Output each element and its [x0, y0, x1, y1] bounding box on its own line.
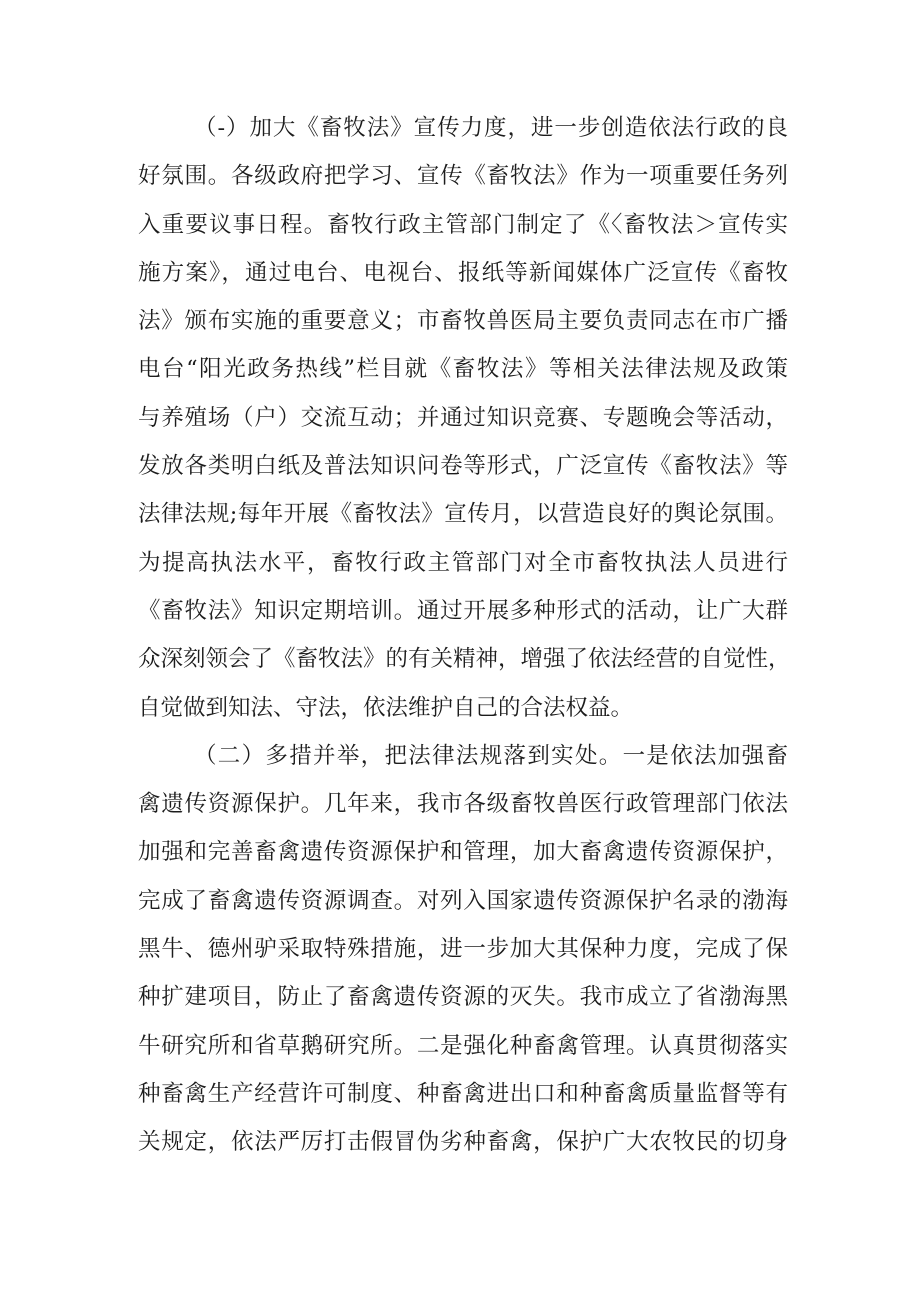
paragraph-line: 关规定，依法严厉打击假冒伪劣种畜禽，保护广大农牧民的切身 — [138, 1129, 788, 1156]
paragraph-line: 禽遗传资源保护。几年来，我市各级畜牧兽医行政管理部门依法 — [138, 791, 788, 818]
paragraph-line: 种扩建项目，防止了畜禽遗传资源的灭失。我市成立了省渤海黑 — [138, 984, 788, 1011]
paragraph-line: （二）多措并举，把法律法规落到实处。一是依法加强畜 — [194, 742, 788, 769]
paragraph-line: 黑牛、德州驴采取特殊措施，进一步加大其保种力度，完成了保 — [138, 936, 788, 963]
paragraph-line: 电台“阳光政务热线”栏目就《畜牧法》等相关法律法规及政策 — [138, 356, 788, 383]
paragraph-line: 与养殖场（户）交流互动；并通过知识竞赛、专题晚会等活动， — [138, 404, 788, 431]
paragraph-line: 法律法规;每年开展《畜牧法》宣传月，以营造良好的舆论氛围。 — [138, 501, 788, 528]
paragraph-line: 完成了畜禽遗传资源调查。对列入国家遗传资源保护名录的渤海 — [138, 887, 788, 914]
paragraph-line: 施方案》，通过电台、电视台、报纸等新闻媒体广泛宣传《畜牧 — [138, 259, 788, 286]
paragraph-2-enforcement — [138, 732, 788, 1167]
paragraph-line: 好氛围。各级政府把学习、宣传《畜牧法》作为一项重要任务列 — [138, 163, 788, 190]
paragraph-line: （-）加大《畜牧法》宣传力度，进一步创造依法行政的良 — [194, 115, 788, 141]
paragraph-line: 自觉做到知法、守法，依法维护自己的合法权益。 — [138, 694, 634, 721]
paragraph-line: 《畜牧法》知识定期培训。通过开展多种形式的活动，让广大群 — [138, 597, 788, 624]
paragraph-line: 法》颁布实施的重要意义；市畜牧兽医局主要负责同志在市广播 — [138, 308, 788, 335]
paragraph-line: 加强和完善畜禽遗传资源保护和管理，加大畜禽遗传资源保护， — [138, 839, 788, 866]
paragraph-line: 众深刻领会了《畜牧法》的有关精神，增强了依法经营的自觉性， — [138, 646, 791, 673]
paragraph-1-publicity — [138, 104, 791, 732]
paragraph-line: 为提高执法水平，畜牧行政主管部门对全市畜牧执法人员进行 — [138, 549, 788, 576]
paragraph-line: 入重要议事日程。畜牧行政主管部门制定了《〈畜牧法＞宣传实 — [138, 211, 788, 238]
paragraph-line: 种畜禽生产经营许可制度、种畜禽进出口和种畜禽质量监督等有 — [138, 1080, 788, 1107]
paragraph-line: 发放各类明白纸及普法知识问卷等形式，广泛宣传《畜牧法》等 — [138, 453, 788, 480]
paragraph-line: 牛研究所和省草鹅研究所。二是强化种畜禽管理。认真贯彻落实 — [138, 1032, 788, 1059]
